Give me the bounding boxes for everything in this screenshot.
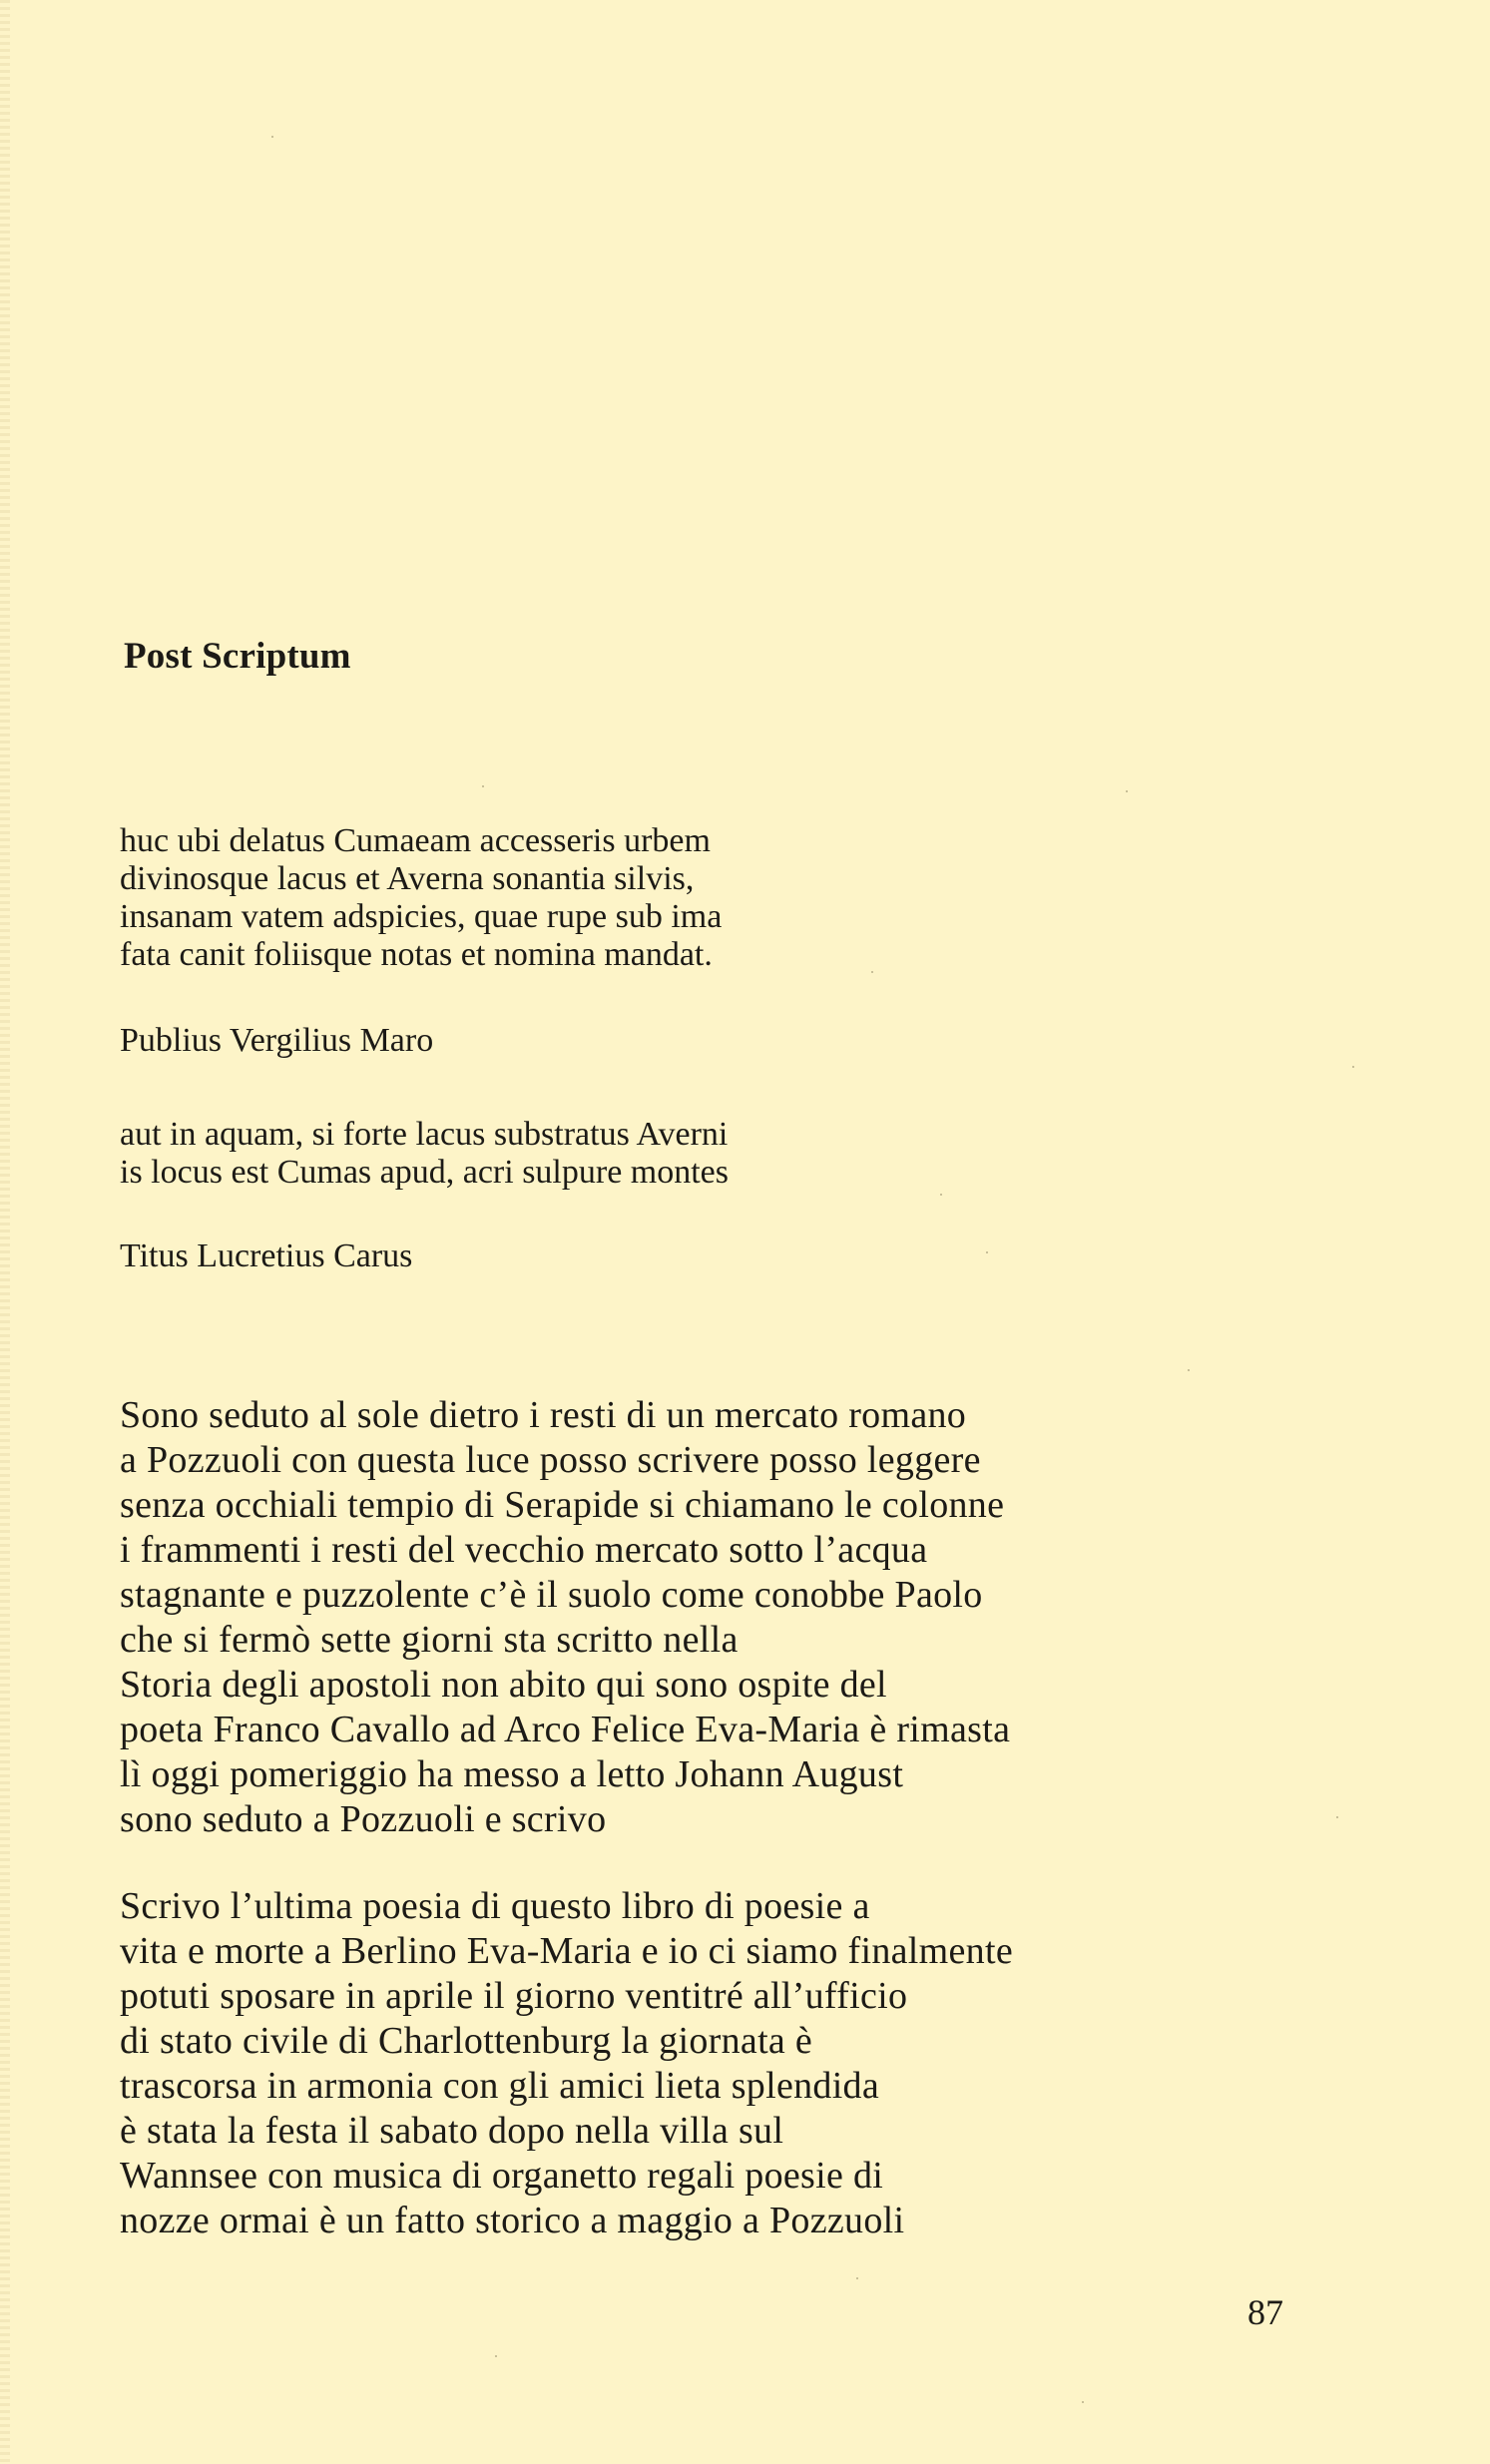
poem-line: potuti sposare in aprile il giorno ventitré all’ufficio <box>120 1975 908 2017</box>
epigraph-line: aut in aquam, si forte lacus substratus Averni <box>120 1116 729 1153</box>
poem-line: vita e morte a Berlino Eva-Maria e io ci siamo finalmente <box>120 1930 1013 1972</box>
scan-speckle <box>871 971 873 973</box>
scan-speckle <box>482 785 484 787</box>
epigraph-virgil <box>120 822 722 974</box>
scan-speckle <box>940 1194 942 1196</box>
poem-stanza-2 <box>120 1884 1013 2243</box>
poem-line: di stato civile di Charlottenburg la giornata è <box>120 2020 813 2062</box>
poem-line: i frammenti i resti del vecchio mercato sotto l’acqua <box>120 1529 928 1571</box>
scan-speckle <box>1188 1369 1190 1371</box>
poem-line: è stata la festa il sabato dopo nella villa sul <box>120 2110 784 2152</box>
poem-line: trascorsa in armonia con gli amici lieta splendida <box>120 2065 880 2107</box>
poem-line: Sono seduto al sole dietro i resti di un mercato romano <box>120 1394 967 1436</box>
poem-line: senza occhiali tempio di Serapide si chiamano le colonne <box>120 1484 1005 1526</box>
epigraph-author-lucretius: Titus Lucretius Carus <box>120 1237 413 1274</box>
scan-speckle <box>1352 1066 1354 1068</box>
page-number: 87 <box>1247 2292 1283 2332</box>
scan-speckle <box>1126 790 1128 792</box>
epigraph-line: is locus est Cumas apud, acri sulpure montes <box>120 1154 730 1191</box>
poem-stanza-1 <box>120 1393 1010 1842</box>
scan-speckle <box>271 136 273 138</box>
poem-line: lì oggi pomeriggio ha messo a letto Johann August <box>120 1753 904 1795</box>
page-edge <box>0 0 10 2464</box>
epigraph-line: fata canit foliisque notas et nomina mandat. <box>120 936 713 973</box>
poem-line: a Pozzuoli con questa luce posso scrivere posso leggere <box>120 1439 981 1481</box>
epigraph-author-virgil: Publius Vergilius Maro <box>120 1022 434 1059</box>
poem-line: che si fermò sette giorni sta scritto nella <box>120 1619 739 1661</box>
poem-line: Storia degli apostoli non abito qui sono ospite del <box>120 1664 887 1706</box>
epigraph-line: insanam vatem adspicies, quae rupe sub ima <box>120 898 723 935</box>
scan-speckle <box>495 2355 497 2357</box>
epigraph-line: divinosque lacus et Averna sonantia silvis, <box>120 860 695 897</box>
poem-line: Scrivo l’ultima poesia di questo libro di poesie a <box>120 1885 870 1927</box>
poem-line: nozze ormai è un fatto storico a maggio a Pozzuoli <box>120 2200 905 2241</box>
poem-line: Wannsee con musica di organetto regali poesie di <box>120 2155 884 2197</box>
epigraph-line: huc ubi delatus Cumaeam accesseris urbem <box>120 822 711 859</box>
poem-line: sono seduto a Pozzuoli e scrivo <box>120 1798 607 1840</box>
scan-speckle <box>856 2277 858 2279</box>
scan-speckle <box>986 1251 988 1253</box>
poem-line: poeta Franco Cavallo ad Arco Felice Eva-Maria è rimasta <box>120 1709 1011 1750</box>
poem-line: stagnante e puzzolente c’è il suolo come conobbe Paolo <box>120 1574 983 1616</box>
epigraph-lucretius <box>120 1116 729 1192</box>
scan-speckle <box>1082 2401 1084 2403</box>
page-title: Post Scriptum <box>124 636 351 677</box>
scan-speckle <box>1336 1816 1338 1818</box>
